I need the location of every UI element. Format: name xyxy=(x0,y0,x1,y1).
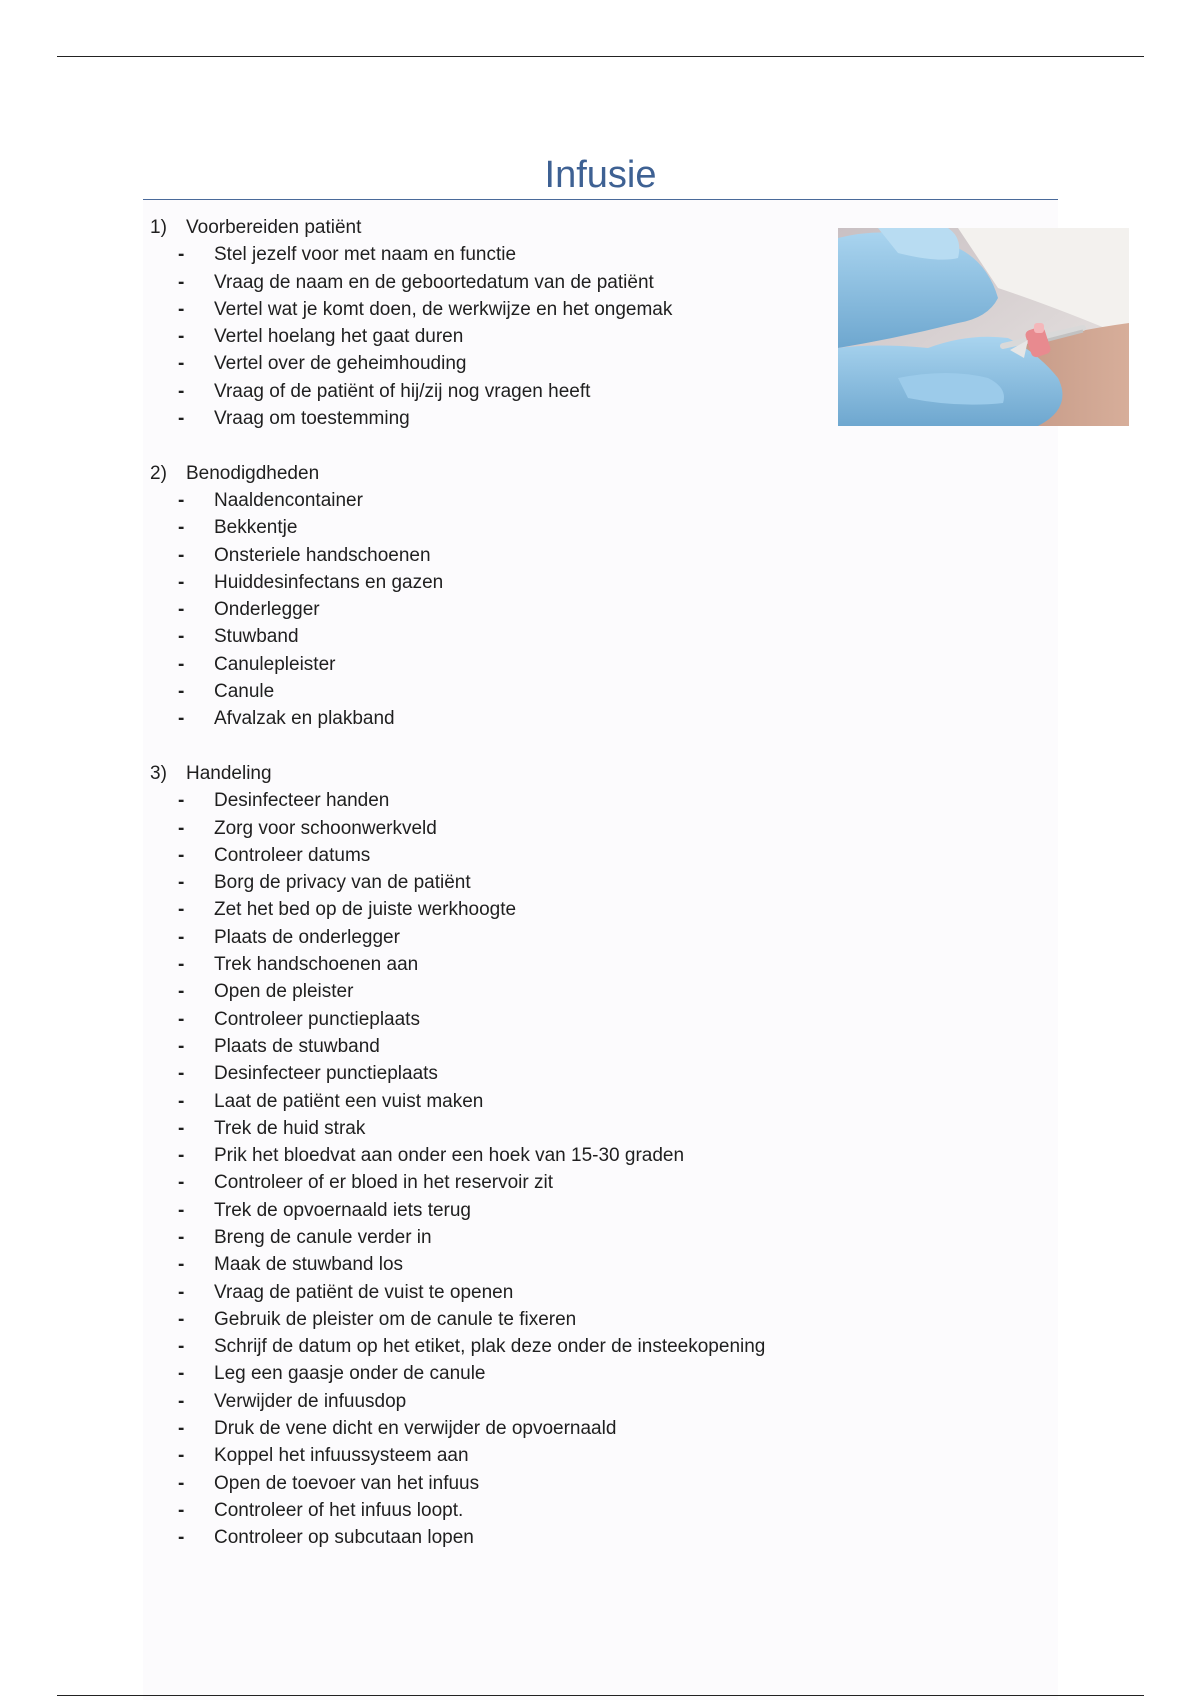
bullet-dash: - xyxy=(178,1472,185,1494)
section-heading xyxy=(150,760,850,787)
bullet-dash: - xyxy=(178,1390,185,1412)
list-item-text: Vertel over de geheimhouding xyxy=(214,353,467,375)
list-item-text: Open de pleister xyxy=(214,981,354,1003)
list-item-text: Vraag de naam en de geboortedatum van de patiënt xyxy=(214,271,654,293)
section-number: 1) xyxy=(150,217,167,238)
bullet-dash: - xyxy=(178,1008,185,1030)
section-preparation xyxy=(150,214,850,432)
list-item-text: Controleer of er bloed in het reservoir zit xyxy=(214,1172,553,1194)
bullet-dash: - xyxy=(178,244,185,266)
list-item-text: Vertel wat je komt doen, de werkwijze en het ongemak xyxy=(214,298,673,320)
list-item-text: Verwijder de infuusdop xyxy=(214,1390,407,1412)
list-item xyxy=(150,1224,850,1251)
list-item-text: Huiddesinfectans en gazen xyxy=(214,571,444,593)
bullet-dash: - xyxy=(178,353,185,375)
list-item-text: Stel jezelf voor met naam en functie xyxy=(214,244,517,266)
list-item xyxy=(150,1497,850,1524)
bullet-dash: - xyxy=(178,1445,185,1467)
list-item xyxy=(150,1333,850,1360)
section-heading xyxy=(150,460,850,487)
bullet-dash: - xyxy=(178,1172,185,1194)
list-item xyxy=(150,1279,850,1306)
list-item xyxy=(150,323,850,350)
section-number: 3) xyxy=(150,762,167,784)
bullet-dash: - xyxy=(178,626,185,648)
list-item-text: Trek de huid strak xyxy=(214,1117,366,1139)
list-item xyxy=(150,269,850,296)
bullet-dash: - xyxy=(178,653,185,675)
list-item xyxy=(150,951,850,978)
bullet-dash: - xyxy=(178,544,185,566)
bullet-dash: - xyxy=(178,408,185,430)
bullet-dash: - xyxy=(178,1308,185,1330)
list-item-text: Afvalzak en plakband xyxy=(214,708,395,730)
list-item-text: Zorg voor schoonwerkveld xyxy=(214,817,437,839)
list-item xyxy=(150,705,850,732)
bullet-dash: - xyxy=(178,790,185,812)
list-item-text: Maak de stuwband los xyxy=(214,1254,404,1276)
list-item-text: Trek de opvoernaald iets terug xyxy=(214,1199,472,1221)
list-item xyxy=(150,869,850,896)
list-item-text: Onderlegger xyxy=(214,599,320,621)
bullet-dash: - xyxy=(178,517,185,539)
list-item-text: Naaldencontainer xyxy=(214,489,363,511)
list-item-text: Druk de vene dicht en verwijder de opvoernaald xyxy=(214,1418,617,1440)
list-item-text: Controleer datums xyxy=(214,844,371,866)
item-list xyxy=(150,487,850,733)
list-item xyxy=(150,542,850,569)
list-item-text: Vraag de patiënt de vuist te openen xyxy=(214,1281,514,1303)
section-heading xyxy=(150,214,850,241)
list-item xyxy=(150,596,850,623)
bullet-dash: - xyxy=(178,489,185,511)
list-item xyxy=(150,1524,850,1551)
list-item-text: Borg de privacy van de patiënt xyxy=(214,872,471,894)
list-item xyxy=(150,787,850,814)
item-list xyxy=(150,241,850,432)
list-item-text: Koppel het infuussysteem aan xyxy=(214,1445,469,1467)
list-item xyxy=(150,1115,850,1142)
section-number: 2) xyxy=(150,462,167,484)
list-item xyxy=(150,1388,850,1415)
list-item-text: Controleer op subcutaan lopen xyxy=(214,1527,474,1549)
list-item-text: Stuwband xyxy=(214,626,299,648)
list-item xyxy=(150,1142,850,1169)
list-item xyxy=(150,678,850,705)
bullet-dash: - xyxy=(178,1145,185,1167)
list-item-text: Controleer of het infuus loopt. xyxy=(214,1499,464,1521)
list-item xyxy=(150,405,850,432)
list-item-text: Bekkentje xyxy=(214,517,298,539)
bullet-dash: - xyxy=(178,926,185,948)
bullet-dash: - xyxy=(178,899,185,921)
list-item xyxy=(150,1442,850,1469)
list-item xyxy=(150,1360,850,1387)
list-item-text: Leg een gaasje onder de canule xyxy=(214,1363,486,1385)
list-item xyxy=(150,978,850,1005)
bullet-dash: - xyxy=(178,1063,185,1085)
item-list xyxy=(150,787,850,1551)
list-item-text: Plaats de stuwband xyxy=(214,1035,380,1057)
list-item xyxy=(150,1060,850,1087)
title-underline xyxy=(143,199,1058,200)
list-item xyxy=(150,241,850,268)
bullet-dash: - xyxy=(178,1090,185,1112)
list-item xyxy=(150,1088,850,1115)
bullet-dash: - xyxy=(178,1035,185,1057)
list-item-text: Vertel hoelang het gaat duren xyxy=(214,326,464,348)
bullet-dash: - xyxy=(178,817,185,839)
list-item-text: Canulepleister xyxy=(214,653,336,675)
list-item xyxy=(150,623,850,650)
bullet-dash: - xyxy=(178,954,185,976)
list-item xyxy=(150,378,850,405)
infusion-photo xyxy=(838,228,1129,426)
list-item-text: Gebruik de pleister om de canule te fixeren xyxy=(214,1308,577,1330)
bullet-dash: - xyxy=(178,708,185,730)
bullet-dash: - xyxy=(178,599,185,621)
list-item xyxy=(150,1197,850,1224)
list-item xyxy=(150,1415,850,1442)
section-title: Benodigdheden xyxy=(186,462,320,484)
list-item-text: Vraag of de patiënt of hij/zij nog vragen heeft xyxy=(214,380,591,402)
list-item xyxy=(150,924,850,951)
bullet-dash: - xyxy=(178,298,185,320)
bullet-dash: - xyxy=(178,1199,185,1221)
bullet-dash: - xyxy=(178,1527,185,1549)
bullet-dash: - xyxy=(178,1117,185,1139)
list-item-text: Desinfecteer handen xyxy=(214,790,390,812)
list-item-text: Schrijf de datum op het etiket, plak deze onder de insteekopening xyxy=(214,1336,766,1358)
list-item-text: Breng de canule verder in xyxy=(214,1226,432,1248)
bullet-dash: - xyxy=(178,571,185,593)
list-item xyxy=(150,1169,850,1196)
list-item xyxy=(150,350,850,377)
list-item-text: Onsteriele handschoenen xyxy=(214,544,431,566)
bullet-dash: - xyxy=(178,271,185,293)
list-item xyxy=(150,1470,850,1497)
list-item xyxy=(150,1251,850,1278)
list-item xyxy=(150,1006,850,1033)
bullet-dash: - xyxy=(178,681,185,703)
section-title: Voorbereiden patiënt xyxy=(186,217,362,238)
list-item xyxy=(150,842,850,869)
list-item-text: Vraag om toestemming xyxy=(214,408,410,430)
list-item xyxy=(150,1306,850,1333)
section-supplies xyxy=(150,460,850,733)
bullet-dash: - xyxy=(178,1281,185,1303)
bullet-dash: - xyxy=(178,326,185,348)
list-item xyxy=(150,896,850,923)
section-title: Handeling xyxy=(186,762,272,784)
list-item-text: Zet het bed op de juiste werkhoogte xyxy=(214,899,517,921)
list-item-text: Desinfecteer punctieplaats xyxy=(214,1063,438,1085)
footer-rule xyxy=(57,1695,1144,1696)
list-item-text: Canule xyxy=(214,681,275,703)
list-item xyxy=(150,1033,850,1060)
list-item-text: Trek handschoenen aan xyxy=(214,954,419,976)
list-item-text: Plaats de onderlegger xyxy=(214,926,400,948)
bullet-dash: - xyxy=(178,1499,185,1521)
bullet-dash: - xyxy=(178,1418,185,1440)
page-title: Infusie xyxy=(544,154,657,196)
list-item-text: Laat de patiënt een vuist maken xyxy=(214,1090,484,1112)
bullet-dash: - xyxy=(178,844,185,866)
list-item xyxy=(150,569,850,596)
list-item-text: Prik het bloedvat aan onder een hoek van 15-30 graden xyxy=(214,1145,685,1167)
bullet-dash: - xyxy=(178,380,185,402)
bullet-dash: - xyxy=(178,1226,185,1248)
list-item-text: Open de toevoer van het infuus xyxy=(214,1472,480,1494)
list-item xyxy=(150,296,850,323)
list-item xyxy=(150,815,850,842)
list-item xyxy=(150,487,850,514)
bullet-dash: - xyxy=(178,981,185,1003)
section-procedure xyxy=(150,760,850,1552)
bullet-dash: - xyxy=(178,1254,185,1276)
procedure-sections xyxy=(150,214,850,1579)
header-rule xyxy=(57,56,1144,57)
list-item xyxy=(150,514,850,541)
list-item xyxy=(150,651,850,678)
bullet-dash: - xyxy=(178,1363,185,1385)
bullet-dash: - xyxy=(178,1336,185,1358)
list-item-text: Controleer punctieplaats xyxy=(214,1008,420,1030)
bullet-dash: - xyxy=(178,872,185,894)
